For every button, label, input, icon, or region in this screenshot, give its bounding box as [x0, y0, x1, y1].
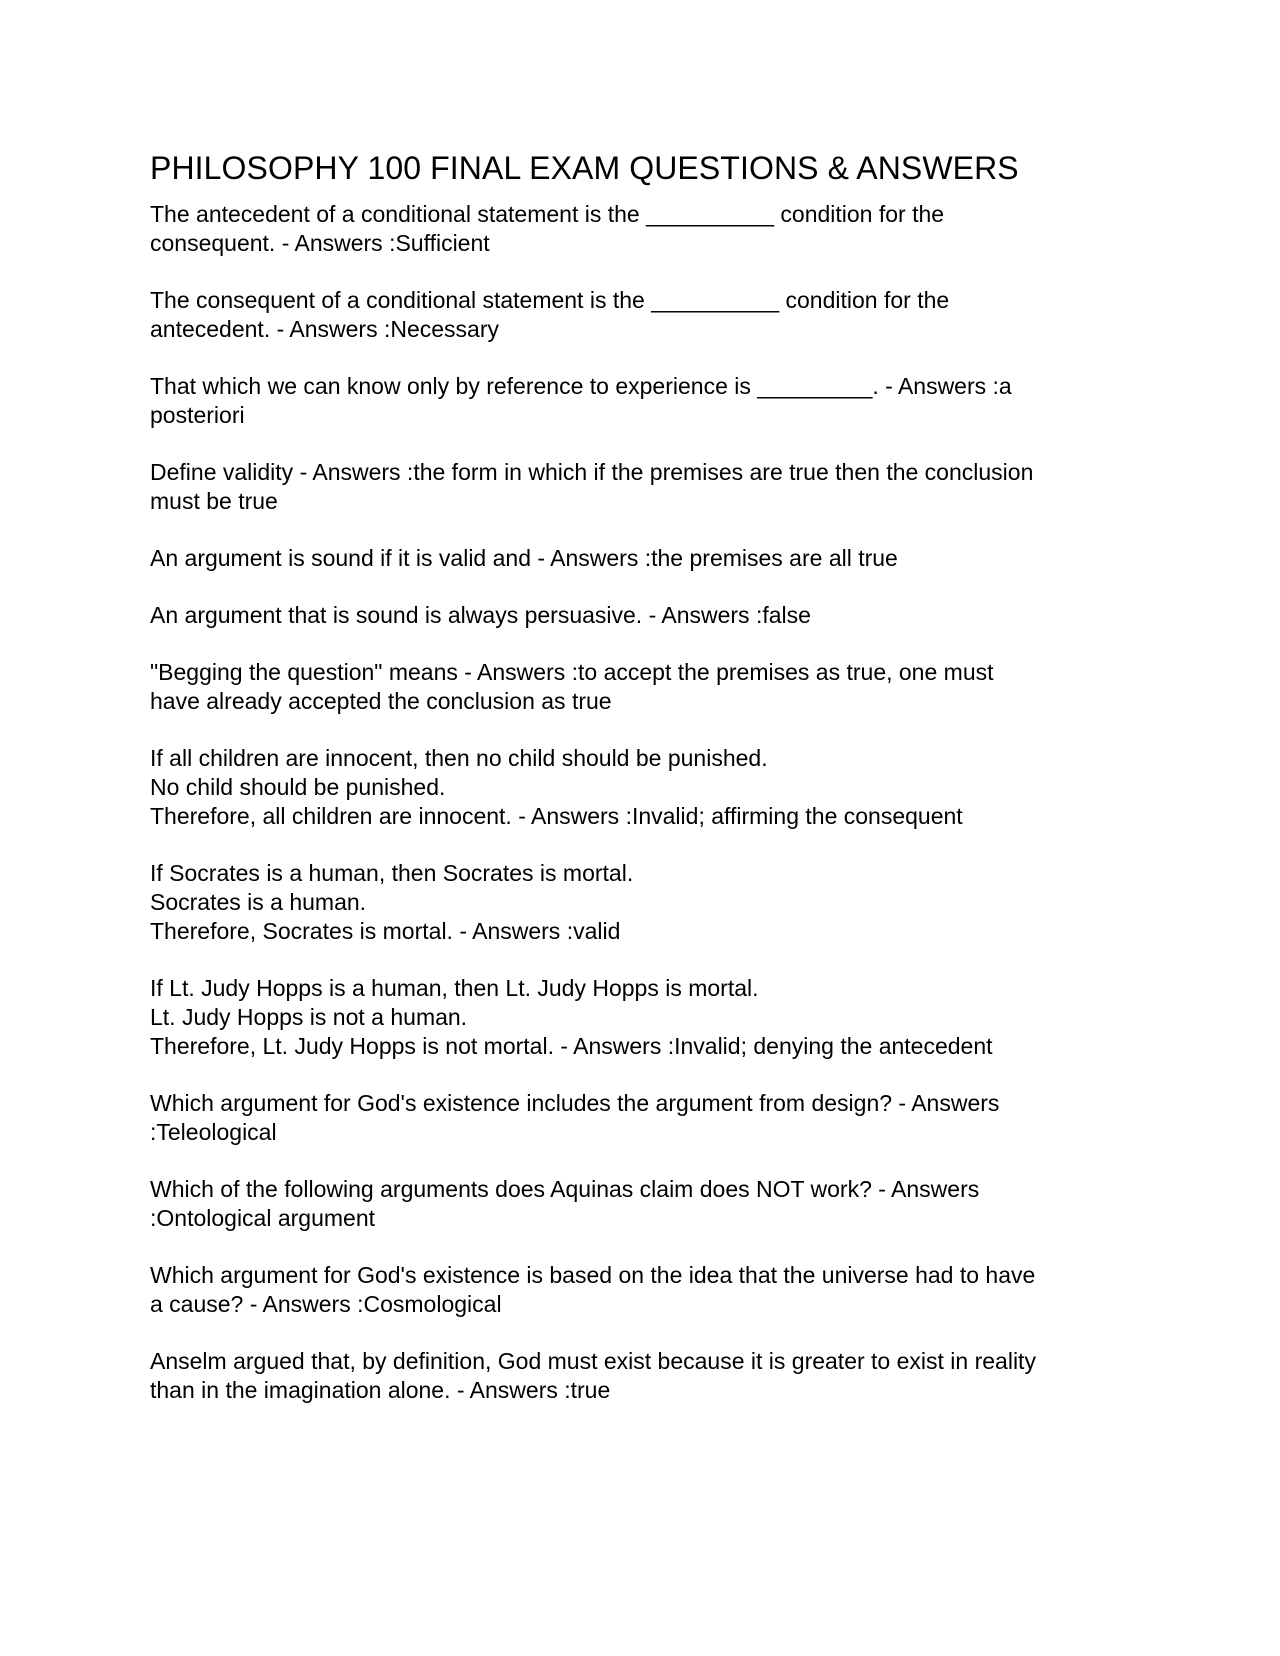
qa-line: Which argument for God's existence is based on the idea that the universe had to have	[150, 1262, 1036, 1288]
qa-line: If all children are innocent, then no child should be punished.	[150, 745, 768, 771]
qa-line: Anselm argued that, by definition, God must exist because it is greater to exist in reality	[150, 1348, 1036, 1374]
qa-line: than in the imagination alone. - Answers :true	[150, 1377, 611, 1403]
qa-item	[150, 601, 1130, 630]
qa-line: The antecedent of a conditional statement is the __________ condition for the	[150, 201, 945, 227]
qa-line: No child should be punished.	[150, 774, 446, 800]
qa-line: That which we can know only by reference to experience is _________. - Answers :a	[150, 373, 1012, 399]
qa-item	[150, 286, 1130, 344]
qa-line: Therefore, Lt. Judy Hopps is not mortal. - Answers :Invalid; denying the antecedent	[150, 1033, 993, 1059]
qa-line: An argument that is sound is always persuasive. - Answers :false	[150, 602, 811, 628]
qa-item	[150, 744, 1130, 831]
qa-line: :Teleological	[150, 1119, 277, 1145]
qa-item	[150, 544, 1130, 573]
qa-line: :Ontological argument	[150, 1205, 376, 1231]
qa-line: Therefore, Socrates is mortal. - Answers :valid	[150, 918, 621, 944]
qa-list	[150, 200, 1130, 1405]
page-title: PHILOSOPHY 100 FINAL EXAM QUESTIONS & ANSWERS	[150, 150, 1019, 186]
qa-line: consequent. - Answers :Sufficient	[150, 230, 490, 256]
qa-line: "Begging the question" means - Answers :to accept the premises as true, one must	[150, 659, 994, 685]
qa-line: An argument is sound if it is valid and - Answers :the premises are all true	[150, 545, 898, 571]
qa-item	[150, 974, 1130, 1061]
qa-line: a cause? - Answers :Cosmological	[150, 1291, 502, 1317]
qa-line: Lt. Judy Hopps is not a human.	[150, 1004, 468, 1030]
document-page	[150, 148, 1130, 1433]
qa-line: have already accepted the conclusion as true	[150, 688, 612, 714]
qa-line: posteriori	[150, 402, 245, 428]
qa-item	[150, 859, 1130, 946]
qa-item	[150, 458, 1130, 516]
qa-line: Socrates is a human.	[150, 889, 367, 915]
qa-item	[150, 658, 1130, 716]
qa-item	[150, 1347, 1130, 1405]
qa-line: antecedent. - Answers :Necessary	[150, 316, 499, 342]
qa-line: The consequent of a conditional statement is the __________ condition for the	[150, 287, 950, 313]
qa-item	[150, 200, 1130, 258]
qa-line: Which of the following arguments does Aquinas claim does NOT work? - Answers	[150, 1176, 980, 1202]
qa-line: If Lt. Judy Hopps is a human, then Lt. Judy Hopps is mortal.	[150, 975, 759, 1001]
qa-item	[150, 1261, 1130, 1319]
qa-item	[150, 372, 1130, 430]
qa-line: Define validity - Answers :the form in which if the premises are true then the conclusion	[150, 459, 1034, 485]
qa-line: Therefore, all children are innocent. - Answers :Invalid; affirming the consequent	[150, 803, 963, 829]
qa-line: If Socrates is a human, then Socrates is mortal.	[150, 860, 634, 886]
qa-line: Which argument for God's existence includes the argument from design? - Answers	[150, 1090, 1000, 1116]
qa-item	[150, 1175, 1130, 1233]
qa-line: must be true	[150, 488, 278, 514]
qa-item	[150, 1089, 1130, 1147]
